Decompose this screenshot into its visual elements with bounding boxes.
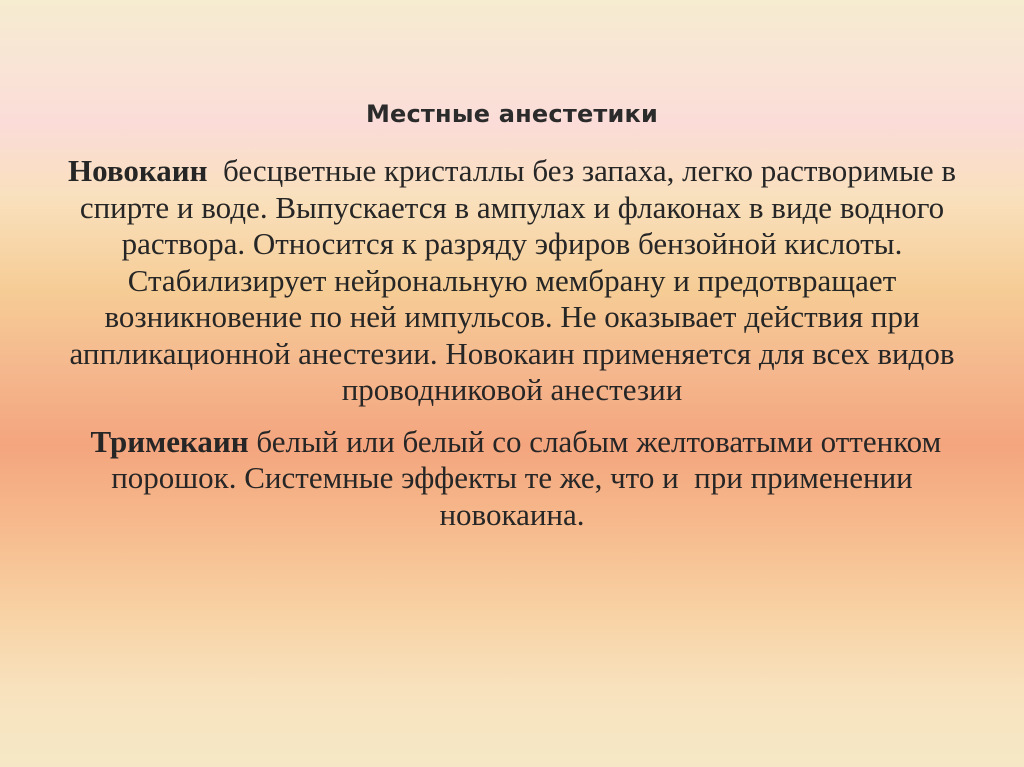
term-trimecaine: Тримекаин (90, 423, 249, 459)
description-trimecaine: белый или белый со слабым желтоватыми оттенком порошок. Системные эффекты те же, что и при применении новокаина. (111, 423, 949, 532)
paragraph-novocaine (52, 153, 972, 409)
paragraph-trimecaine (52, 424, 972, 534)
slide-body (52, 153, 972, 533)
term-novocaine: Новокаин (68, 153, 208, 188)
description-novocaine: бесцветные кристаллы без запаха, легко растворимые в спирте и воде. Выпускается в ампулах и флаконах в виде водного раствора. Относится к разряду эфиров бензойной кислоты. Стабилизирует нейрональную мембрану и предотвращает возникновение по ней импульсов. Не оказывает действия при аппликационной анестезии. Новокаин применяется для всех видов проводниковой анестезии (69, 153, 964, 407)
slide-title: Местные анестетики (365, 100, 659, 128)
